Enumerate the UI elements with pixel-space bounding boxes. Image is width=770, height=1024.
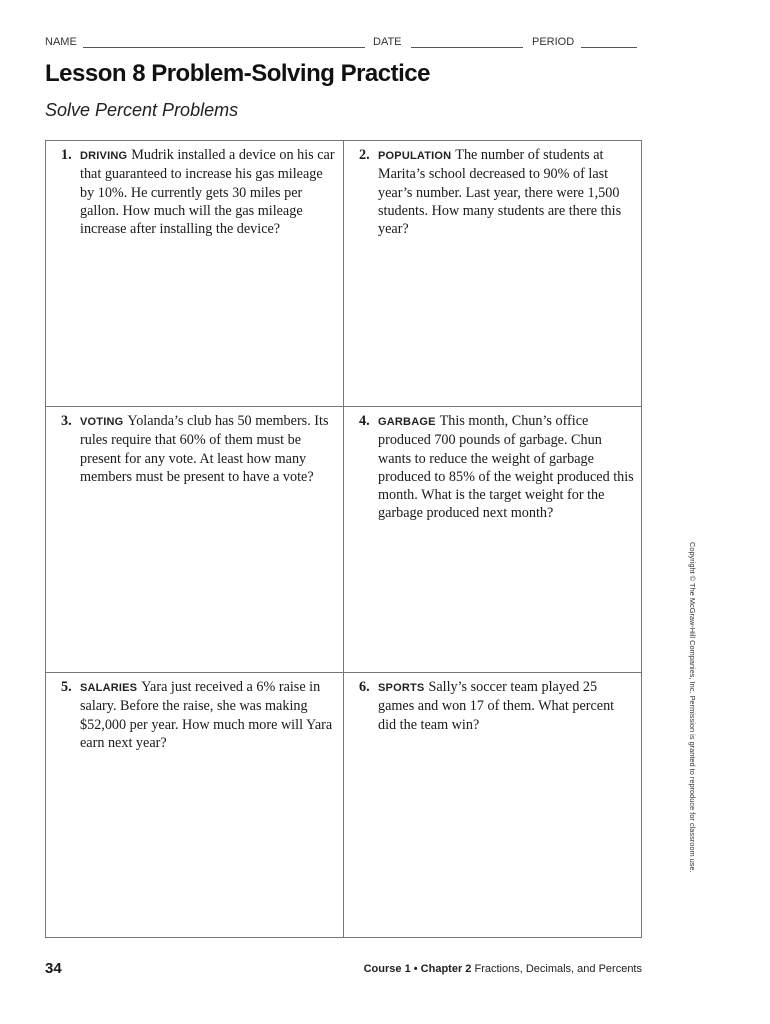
problem-6 (344, 678, 635, 734)
lesson-title: Lesson 8 Problem-Solving Practice (45, 60, 430, 87)
footer-chapter: Chapter 2 (420, 963, 472, 975)
problem-text: Yolanda’s club has 50 members. Its rules require that 60% of them must be present for any vote. At least how many members must be present to have a vote? (80, 413, 329, 485)
problem-1 (46, 146, 337, 238)
date-label: DATE (373, 36, 402, 48)
problem-4 (344, 412, 635, 523)
problem-cell-4[interactable] (344, 407, 641, 673)
footer-course-info (364, 963, 642, 975)
student-info-header (45, 34, 645, 50)
problem-3 (46, 412, 337, 486)
problem-topic: SPORTS (378, 682, 425, 694)
footer-course: Course 1 (363, 963, 411, 975)
problem-2 (344, 146, 635, 238)
problem-topic: GARBAGE (378, 416, 436, 428)
footer-chapter-title: Fractions, Decimals, and Percents (474, 963, 642, 975)
name-label: NAME (45, 36, 77, 48)
problem-text: Sally’s soccer team played 25 games and won 17 of them. What percent did the team win? (378, 679, 615, 733)
problem-text: Mudrik installed a device on his car that guaranteed to increase his gas mileage by 10%. He currently gets 30 miles per gallon. How much will the gas mileage increase after installing the device? (80, 147, 335, 238)
date-blank-line[interactable] (411, 47, 523, 48)
page-number: 34 (45, 960, 62, 977)
period-blank-line[interactable] (581, 47, 637, 48)
copyright-notice (685, 542, 697, 882)
period-label: PERIOD (532, 36, 575, 48)
problem-text: The number of students at Marita’s school decreased to 90% of last year’s number. Last year, there were 1,500 students. How many students are there this year? (378, 147, 622, 238)
problem-5 (46, 678, 337, 752)
problem-cell-5[interactable] (46, 673, 344, 937)
name-blank-line[interactable] (83, 47, 365, 48)
lesson-subtitle: Solve Percent Problems (45, 100, 239, 120)
problem-cell-3[interactable] (46, 407, 344, 673)
problem-number: 1. (61, 147, 72, 163)
problem-number: 4. (359, 413, 370, 429)
problem-number: 2. (359, 147, 370, 163)
problem-cell-1[interactable] (46, 141, 344, 407)
problem-topic: POPULATION (378, 150, 452, 162)
problem-topic: SALARIES (80, 682, 138, 694)
problem-number: 3. (61, 413, 72, 429)
copyright-text: Copyright © The McGraw-Hill Companies, Inc. Permission is granted to reproduce for classroom use. (688, 542, 697, 873)
footer-bullet: • (413, 963, 418, 975)
problem-cell-2[interactable] (344, 141, 641, 407)
problem-cell-6[interactable] (344, 673, 641, 937)
problem-grid (45, 140, 642, 938)
problem-text: This month, Chun’s office produced 700 pounds of garbage. Chun wants to reduce the weight of garbage produced to 85% of the weight produced this month. What is the target weight for the garbage produced next month? (378, 413, 634, 522)
problem-topic: VOTING (80, 416, 124, 428)
problem-topic: DRIVING (80, 150, 128, 162)
problem-number: 6. (359, 679, 370, 695)
problem-text: Yara just received a 6% raise in salary. Before the raise, she was making $52,000 per year. How much more will Yara earn next year? (80, 679, 333, 751)
problem-number: 5. (61, 679, 72, 695)
